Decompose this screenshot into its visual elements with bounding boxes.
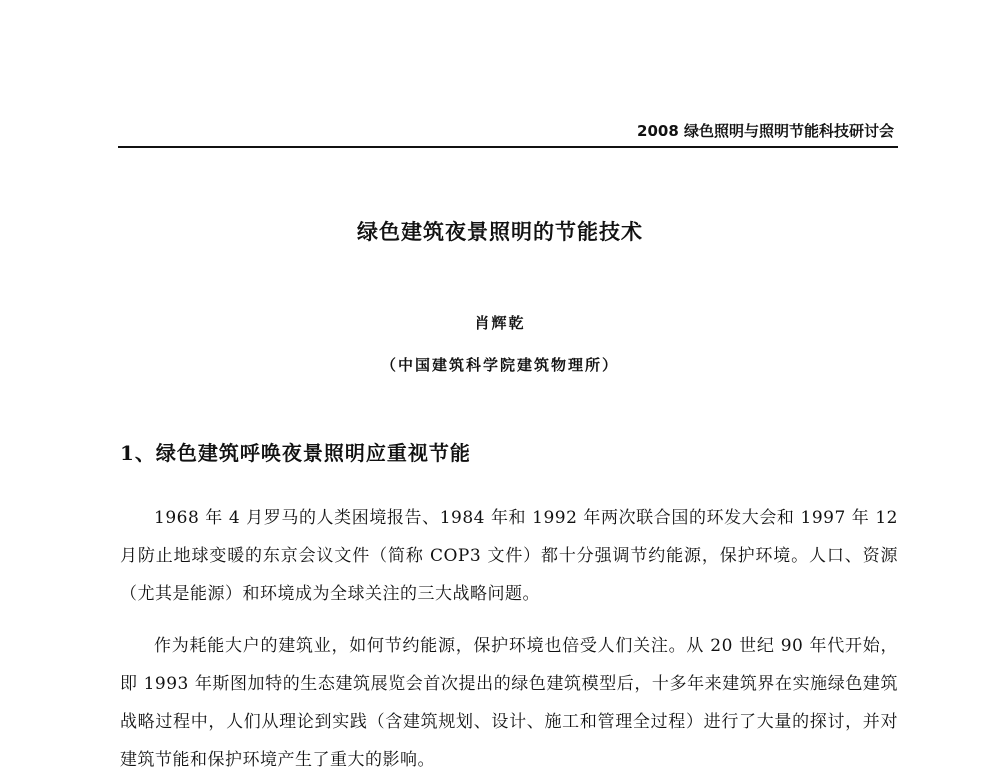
header-rule (118, 146, 898, 148)
body-paragraph-2: 作为耗能大户的建筑业，如何节约能源，保护环境也倍受人们关注。从 20 世纪 90 年代开始，即 1993 年斯图加特的生态建筑展览会首次提出的绿色建筑模型后，十多年来建筑界在实施绿色建筑战略过程中，人们从理论到实践（含建筑规划、设计、施工和管理全过程）进行了大量的探讨，并对建筑节能和保护环境产生了重大的影响。 (120, 636, 898, 770)
section-heading: 1、绿色建筑呼唤夜景照明应重视节能 (120, 441, 471, 465)
article-title: 绿色建筑夜景照明的节能技术 (357, 220, 643, 244)
author-affiliation: （中国建筑科学院建筑物理所） (380, 356, 619, 374)
author-name: 肖辉乾 (474, 314, 526, 332)
running-header: 2008 绿色照明与照明节能科技研讨会 (637, 122, 894, 140)
body-paragraph-1: 1968 年 4 月罗马的人类困境报告、1984 年和 1992 年两次联合国的环发大会和 1997 年 12 月防止地球变暖的东京会议文件（简称 COP3 文件）都十分强调节约能源，保护环境。人口、资源（尤其是能源）和环境成为全球关注的三大战略问题。 (120, 508, 898, 604)
